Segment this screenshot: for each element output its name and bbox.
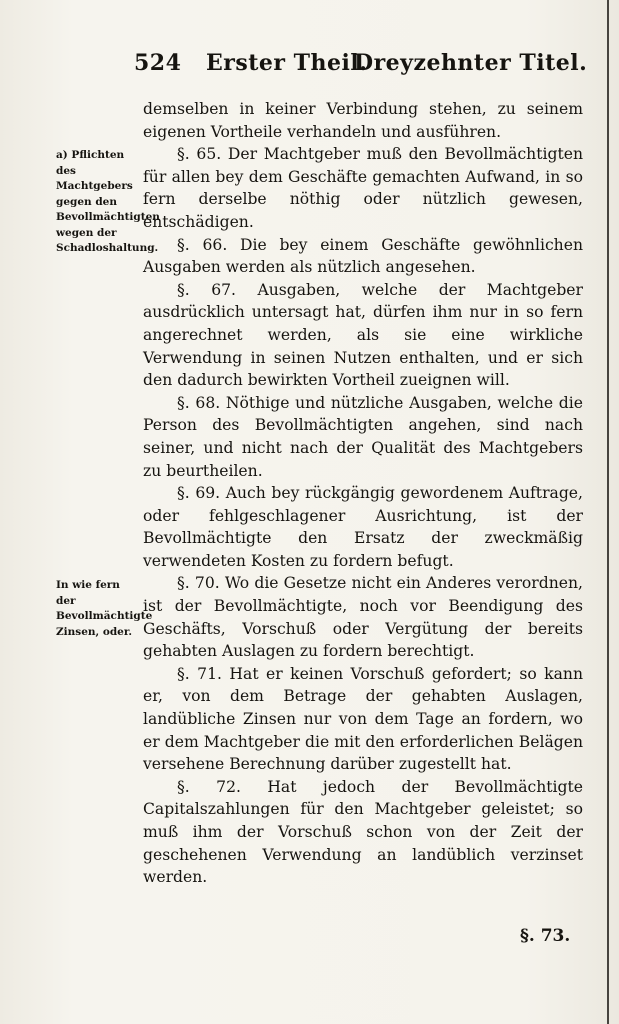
paragraph-70: §. 70. Wo die Gesetze nicht ein Anderes verordnen, ist der Bevollmächtigte, noch vor Beendigung des Geschäfts, Vorschuß oder Vergütung der bereits gehabten Auslagen zu fordern berechtigt. [143,574,583,661]
paragraph-68: §. 68. Nöthige und nützliche Ausgaben, welche die Person des Bevollmächtigten angehen, sind nach seiner, und nicht nach der Qualität des Machtgebers zu beurtheilen. [143,393,583,480]
page-edge-line [607,0,609,1024]
page-number: 524 [134,50,182,76]
paragraph-65: §. 65. Der Machtgeber muß den Bevollmächtigten für allen bey dem Geschäfte gemachten Aufwand, in so fern derselbe nöthig oder nützlich gewesen, entschädigen. [143,145,583,231]
body-text [143,98,583,889]
paragraph-67: §. 67. Ausgaben, welche der Machtgeber ausdrücklich untersagt hat, dürfen ihm nur in so fern angerechnet werden, als sie eine wirkliche Verwendung in seinen Nutzen enthalten, und er sich den dadurch bewirkten Vortheil zueignen will. [143,280,583,390]
paragraph-66: §. 66. Die bey einem Geschäfte gewöhnlichen Ausgaben werden als nützlich angesehen. [143,235,583,277]
margin-note: In wie fern der Bevollmächtigte Zinsen, oder. [56,579,153,638]
paragraph-71: §. 71. Hat er keinen Vorschuß gefordert; so kann er, von dem Betrage der gehabten Auslagen, landübliche Zinsen nur von dem Tage an fordern, wo er dem Machtgeber die mit den erforderlichen Belägen versehene Berechnung darüber zugestellt hat. [143,664,583,774]
header-title: Dreyzehnter Titel. [354,50,588,76]
paragraph-69: §. 69. Auch bey rückgängig gewordenem Auftrage, oder fehlgeschlagener Ausrichtung, ist der Bevollmächtigte den Ersatz der zweckmäßig verwendeten Kosten zu fordern befugt. [143,484,583,570]
margin-note: a) Pflichten des Machtgebers gegen den Bevollmächtigten wegen der Schadloshaltung. [56,149,160,254]
paragraph-72: §. 72. Hat jedoch der Bevollmächtigte Capitalszahlungen für den Machtgeber geleistet; so muß ihm der Vorschuß schon von der Zeit der geschehenen Verwendung an landüblich verzinset werden. [143,777,583,887]
paragraph-continuation: demselben in keiner Verbindung stehen, zu seinem eigenen Vortheile verhandeln und ausführen. [143,100,583,141]
catchword: §. 73. [520,926,571,946]
running-header [134,50,588,84]
header-part: Erster Theil. [206,50,368,76]
